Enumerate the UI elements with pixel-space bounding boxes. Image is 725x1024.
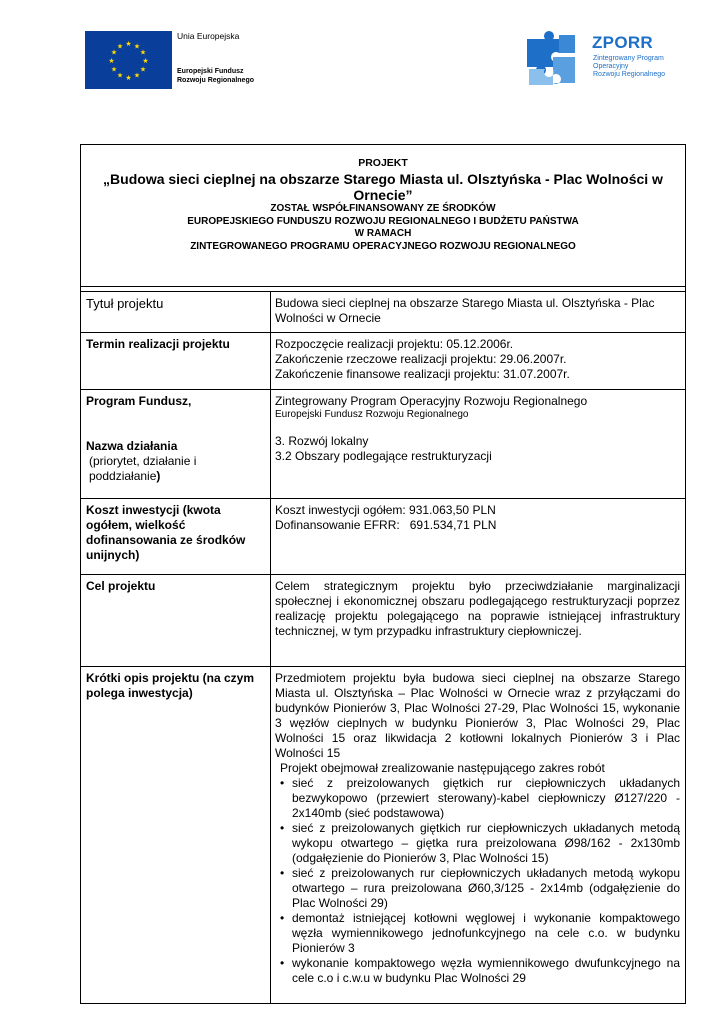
row-description <box>81 666 685 1003</box>
cofinancing-line4: ZINTEGROWANEGO PROGRAMU OPERACYJNEGO ROZWOJU REGIONALNEGO <box>190 240 576 252</box>
row-program-label <box>81 390 271 498</box>
row-cost <box>81 498 685 574</box>
svg-text:★: ★ <box>133 42 141 51</box>
row-program <box>81 389 685 498</box>
svg-text:★: ★ <box>139 65 147 74</box>
eu-fund-name <box>177 68 254 85</box>
eu-fund-line2: Rozwoju Regionalnego <box>177 76 254 84</box>
row-term-value <box>271 333 685 389</box>
row-description-label: Krótki opis projektu (na czym polega inwestycja) <box>81 667 271 1003</box>
eu-fund-line1: Europejski Fundusz <box>177 68 244 75</box>
eu-stars-icon <box>85 31 172 89</box>
list-item: • sieć z preizolowanych giętkich rur ciepłowniczych układanych metodą wykopu otwartego – giętka rura preizolowana Ø98/162 - 2x130mb (odgałęzienie do Pionierów 3, Plac Wolności 15) <box>292 821 680 866</box>
list-item: • wykonanie kompaktowego węzła wymiennikowego dwufunkcyjnego na cele c.o i c.w.u w budynku Plac Wolności 29 <box>292 956 680 986</box>
row-cost-label: Koszt inwestycji (kwota ogółem, wielkość dofinansowania ze środków unijnych) <box>81 499 271 574</box>
eu-flag-logo <box>85 31 172 89</box>
row-title-label: Tytuł projektu <box>81 292 271 332</box>
svg-text:★: ★ <box>125 74 132 82</box>
row-program-value <box>271 390 685 498</box>
scope-intro: Projekt obejmował zrealizowanie następującego zakres robót <box>280 761 605 775</box>
fund-name: Europejski Fundusz Rozwoju Regionalnego <box>275 409 469 420</box>
list-item: • demontaż istniejącej kotłowni węglowej i wykonanie kompaktowego węzła wymiennikowego jednofunkcyjnego na cele c.o. w budynku Pionierów 3 <box>292 911 680 956</box>
term-start: Rozpoczęcie realizacji projektu: 05.12.2006r. <box>275 337 514 351</box>
project-info-table <box>80 144 686 1004</box>
row-title <box>81 291 685 332</box>
row-goal <box>81 574 685 666</box>
scope-list <box>275 776 680 986</box>
row-term <box>81 332 685 389</box>
action-label: Nazwa działania <box>86 439 178 453</box>
zporr-sub-line1: Zintegrowany Program <box>593 55 664 62</box>
program-label: Program Fundusz, <box>86 394 192 408</box>
row-title-value: Budowa sieci cieplnej na obszarze Starego Miasta ul. Olsztyńska - Plac Wolności w Ornecie <box>275 296 655 325</box>
svg-text:★: ★ <box>139 48 147 57</box>
description-intro: Przedmiotem projektu była budowa sieci cieplnej na obszarze Starego Miasta ul. Olsztyńska – Plac Wolności w Ornecie wraz z przyłączami do budynków Pionierów 3, Plac Wolności 27-29, Plac Wolności 15, wykonanie 3 węzłów cieplnych w budynku Pionierów 3, Plac Wolności 29, Plac Wolności 15 oraz likwidacja 2 kotłowni lokalnych Pionierów 3 i Plac Wolności 15 <box>275 671 680 760</box>
svg-text:★: ★ <box>142 57 149 65</box>
action-detail-label: (priorytet, działanie i poddziałanie) <box>89 454 197 483</box>
measure-name: 3.2 Obszary podlegające restrukturyzacji <box>275 449 492 463</box>
program-name: Zintegrowany Program Operacyjny Rozwoju Regionalnego <box>275 394 588 408</box>
list-item: • sieć z preizolowanych giętkich rur ciepłowniczych układanych bezwykopowo (przewiert sterowany)-kabel ciepłowniczy Ø127/220 - 2x140mb (sieć podstawowa) <box>292 776 680 821</box>
row-description-value <box>271 667 685 1003</box>
eu-title: Unia Europejska <box>177 31 240 41</box>
list-item: • sieć z preizolowanych rur ciepłowniczych układanych metodą wykopu otwartego – rura preizolowana Ø60,3/125 - 2x14mb (odgałęzienie do Plac Wolności 29) <box>292 866 680 911</box>
project-label: PROJEKT <box>358 157 408 169</box>
svg-text:★: ★ <box>116 71 124 80</box>
svg-text:★: ★ <box>110 65 118 74</box>
svg-text:★: ★ <box>133 71 141 80</box>
priority-name: 3. Rozwój lokalny <box>275 434 369 448</box>
row-term-label: Termin realizacji projektu <box>81 333 271 389</box>
cost-total: Koszt inwestycji ogółem: 931.063,50 PLN <box>275 503 496 517</box>
project-header <box>81 145 685 287</box>
term-end-material: Zakończenie rzeczowe realizacji projektu: 29.06.2007r. <box>275 352 567 366</box>
cofinancing-line2: EUROPEJSKIEGO FUNDUSZU ROZWOJU REGIONALNEGO I BUDŻETU PAŃSTWA <box>187 215 579 227</box>
svg-text:★: ★ <box>125 40 132 48</box>
svg-text:★: ★ <box>108 57 115 65</box>
cofinancing-line3: W RAMACH <box>354 228 412 239</box>
project-title: „Budowa sieci cieplnej na obszarze Starego Miasta ul. Olsztyńska - Plac Wolności w Ornecie” <box>103 171 663 203</box>
zporr-subtitle <box>593 55 665 79</box>
zporr-puzzle-icon <box>523 31 579 89</box>
svg-text:★: ★ <box>110 48 118 57</box>
svg-text:★: ★ <box>116 42 124 51</box>
cost-cofinancing: Dofinansowanie EFRR: 691.534,71 PLN <box>275 518 497 532</box>
row-goal-value: Celem strategicznym projektu było przeciwdziałanie marginalizacji społecznej i ekonomicznej obszaru podlegającego restrukturyzacji poprzez realizację projektu polegającego na poprawie istniejącej infrastruktury technicznej, w tym przypadku infrastruktury ciepłowniczej. <box>275 579 680 638</box>
row-goal-label: Cel projektu <box>81 575 271 666</box>
zporr-title: ZPORR <box>592 33 653 52</box>
zporr-sub-line3: Rozwoju Regionalnego <box>593 71 665 78</box>
row-cost-value <box>271 499 685 574</box>
cofinancing-line1: ZOSTAŁ WSPÓŁFINANSOWANY ZE ŚRODKÓW <box>270 203 496 214</box>
zporr-sub-line2: Operacyjny <box>593 63 629 70</box>
term-end-financial: Zakończenie finansowe realizacji projektu: 31.07.2007r. <box>275 367 570 381</box>
